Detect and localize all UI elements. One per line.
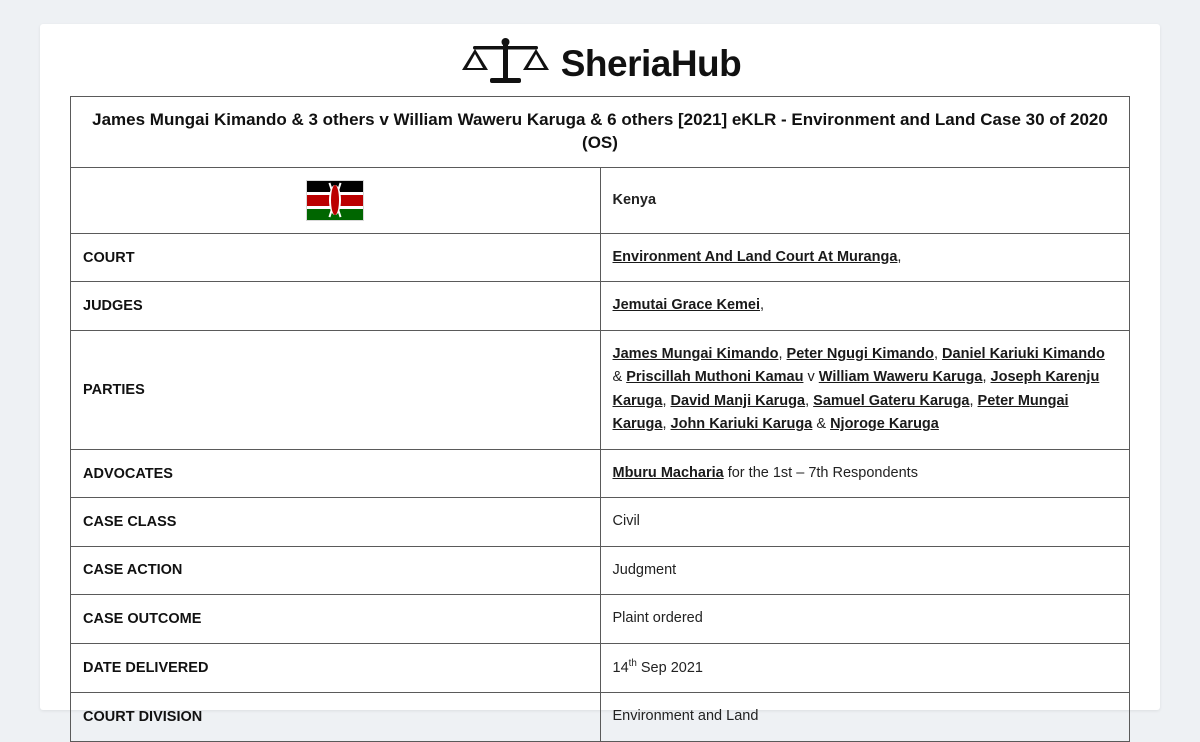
party-link-respondent-6[interactable]: John Kariuki Karuga xyxy=(670,416,813,433)
label-date-delivered: DATE DELIVERED xyxy=(71,643,601,692)
table-row-court xyxy=(71,233,1130,281)
value-case-class: Civil xyxy=(600,498,1130,546)
party-link-plaintiff-3[interactable]: Daniel Kariuki Kimando xyxy=(942,345,1105,362)
table-row-country xyxy=(71,167,1130,233)
case-title: James Mungai Kimando & 3 others v William Waweru Karuga & 6 others [2021] eKLR - Environment and Land Case 30 of 2020 (OS) xyxy=(71,97,1130,168)
date-day: 14 xyxy=(612,659,629,676)
kenya-flag-icon xyxy=(306,180,364,221)
value-court-division: Environment and Land xyxy=(600,693,1130,741)
table-row-judges xyxy=(71,282,1130,330)
country-name: Kenya xyxy=(600,167,1130,233)
label-parties: PARTIES xyxy=(71,330,601,449)
value-case-outcome: Plaint ordered xyxy=(600,595,1130,643)
label-case-action: CASE ACTION xyxy=(71,546,601,594)
advocate-link[interactable]: Mburu Macharia xyxy=(612,464,724,481)
label-judges: JUDGES xyxy=(71,282,601,330)
label-case-outcome: CASE OUTCOME xyxy=(71,595,601,643)
table-row-parties xyxy=(71,330,1130,449)
value-date-delivered xyxy=(600,643,1130,692)
label-court-division: COURT DIVISION xyxy=(71,693,601,741)
date-rest: Sep 2021 xyxy=(636,659,703,676)
party-link-respondent-4[interactable]: Samuel Gateru Karuga xyxy=(813,392,970,409)
party-link-plaintiff-2[interactable]: Peter Ngugi Kimando xyxy=(786,345,934,362)
table-row-case-class xyxy=(71,498,1130,546)
label-court: COURT xyxy=(71,233,601,281)
versus-separator: v xyxy=(807,369,815,386)
party-link-respondent-1[interactable]: William Waweru Karuga xyxy=(818,369,983,386)
date-ordinal: th xyxy=(628,657,637,669)
table-row-case-outcome xyxy=(71,595,1130,643)
table-row-title xyxy=(71,97,1130,168)
value-advocates xyxy=(600,449,1130,497)
advocate-for-text: for the 1st – 7th Respondents xyxy=(723,464,918,481)
party-link-respondent-2[interactable]: Joseph Karenju Karuga xyxy=(612,369,1100,409)
party-link-plaintiff-1[interactable]: James Mungai Kimando xyxy=(612,345,779,362)
brand-header xyxy=(40,24,1160,96)
value-parties: James Mungai Kimando, Peter Ngugi Kimando, Daniel Kariuki Kimando & Priscillah Muthoni Kamau v William Waweru Karuga, Joseph Karenju Karuga, David Manji Karuga, Samuel Gateru Karuga, Peter Mungai Karuga, John Kariuki Karuga & Njoroge Karuga xyxy=(600,330,1130,449)
table-row-case-action xyxy=(71,546,1130,594)
party-link-plaintiff-4[interactable]: Priscillah Muthoni Kamau xyxy=(626,369,804,386)
label-advocates: ADVOCATES xyxy=(71,449,601,497)
table-row-court-division xyxy=(71,693,1130,741)
document-page xyxy=(40,24,1160,725)
party-link-respondent-3[interactable]: David Manji Karuga xyxy=(670,392,806,409)
judge-link[interactable]: Jemutai Grace Kemei xyxy=(612,297,760,314)
country-flag-cell xyxy=(71,167,601,233)
party-link-respondent-5[interactable]: Peter Mungai Karuga xyxy=(612,392,1069,433)
table-row-advocates xyxy=(71,449,1130,497)
label-case-class: CASE CLASS xyxy=(71,498,601,546)
party-link-respondent-7[interactable]: Njoroge Karuga xyxy=(830,416,939,433)
brand-name: SheriaHub xyxy=(560,42,742,84)
value-case-action: Judgment xyxy=(600,546,1130,594)
value-judges: Jemutai Grace Kemei, xyxy=(600,282,1130,330)
scales-of-justice-icon xyxy=(459,37,553,90)
table-row-date-delivered xyxy=(71,643,1130,692)
case-details-table xyxy=(70,96,1130,742)
court-link[interactable]: Environment And Land Court At Muranga xyxy=(612,248,898,265)
value-court: Environment And Land Court At Muranga, xyxy=(600,233,1130,281)
